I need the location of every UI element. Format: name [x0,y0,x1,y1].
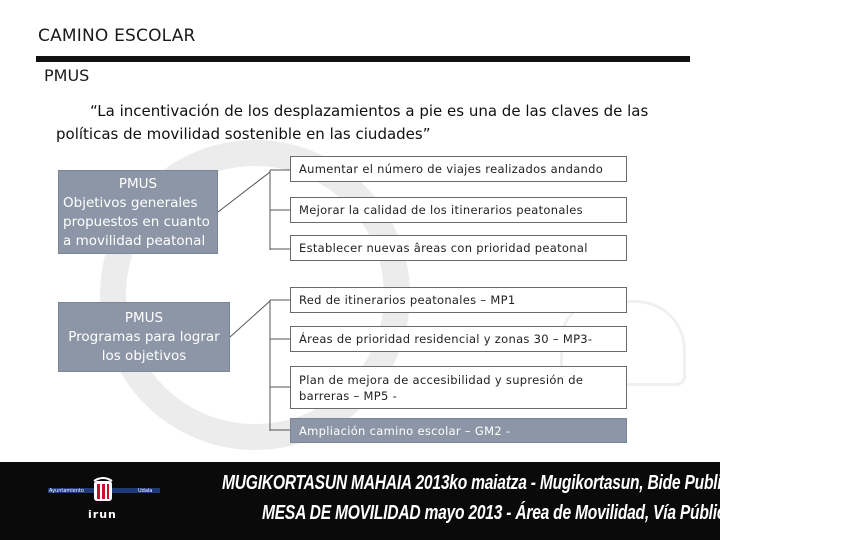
footer-banner-line-1: MUGIKORTASUN MAHAIA 2013ko maiatza - Mugikortasun, Bide Publiko eta Obra Arloa [222,472,847,494]
programs-box-body: Programas para lograr los objetivos [68,329,220,364]
objectives-box-body: Objetivos generales propuestos en cuanto a movilidad peatonal [63,195,210,249]
programs-box-head: PMUS [124,310,164,326]
objective-item-2: Mejorar la calidad de los itinerarios peatonales [290,197,627,223]
objective-item-1: Aumentar el número de viajes realizados andando [290,156,627,182]
connector-line [218,172,270,212]
footer-banner [0,462,847,540]
program-item-3: Plan de mejora de accesibilidad y supresión de barreras – MP5 - [290,366,627,409]
irun-emblem-icon [88,476,118,506]
page-subtitle: PMUS [44,66,90,85]
program-item-1: Red de itinerarios peatonales – MP1 [290,287,627,313]
logo-text: irun [88,508,117,521]
connector-line [230,301,270,337]
quote-text: “La incentivación de los desplazamientos a pie es una de las claves de las políticas de movilidad sostenible en las ciudades” [56,102,649,143]
programs-box [58,302,230,372]
footer-banner-line-2: MESA DE MOVILIDAD mayo 2013 - Área de Movilidad, Vía Pública y Obras [262,502,795,524]
program-item-2: Áreas de prioridad residencial y zonas 30 – MP3- [290,326,627,352]
logo-left-caption: Ayuntamiento [49,488,84,494]
objectives-box-head: PMUS [118,176,158,192]
logo-right-caption: Udala [138,488,153,494]
page-title: CAMINO ESCOLAR [38,26,196,46]
objectives-box [58,170,218,254]
irun-logo [18,468,188,532]
objective-item-3: Establecer nuevas âreas con prioridad peatonal [290,235,627,261]
program-item-4-highlighted: Ampliación camino escolar – GM2 - [290,418,627,443]
